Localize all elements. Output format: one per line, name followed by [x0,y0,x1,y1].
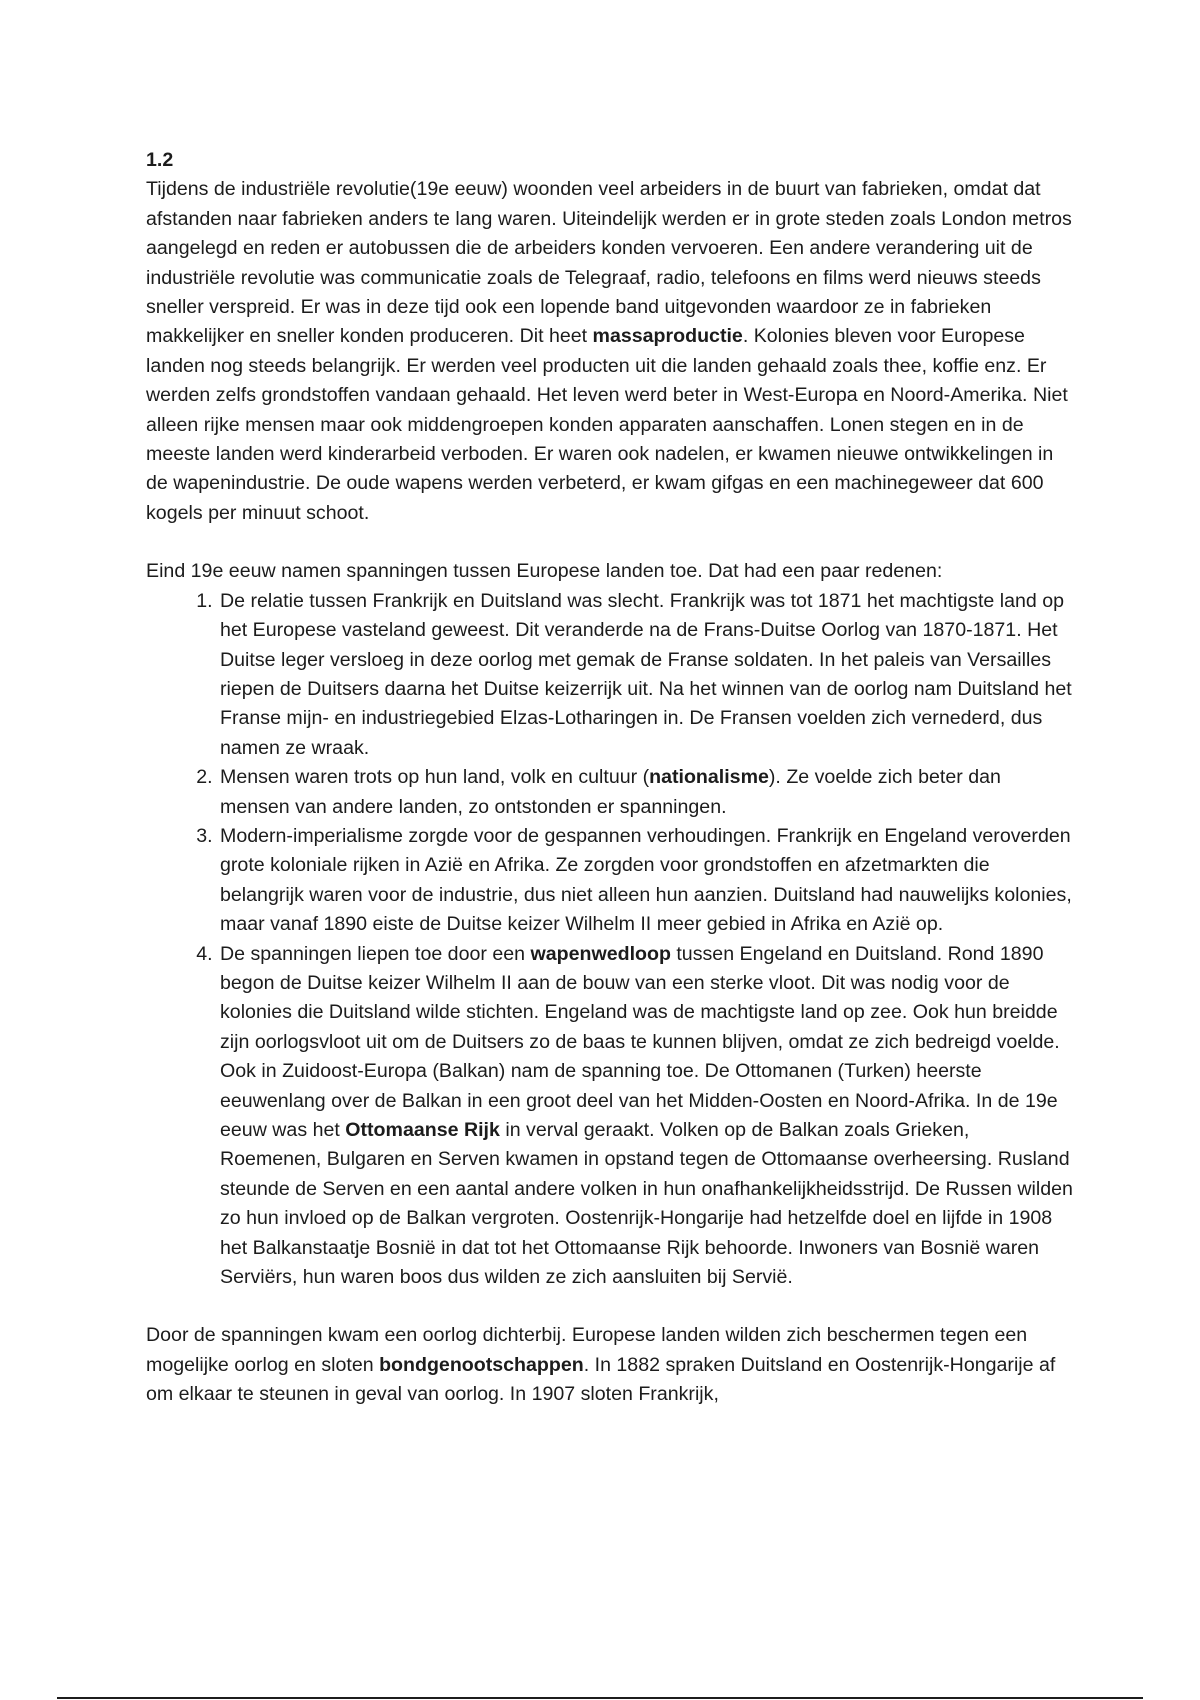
document-page [146,146,1076,1410]
paragraph-industrial-revolution [146,175,1076,528]
paragraph-text: Door de spanningen kwam een oorlog dichterbij. Europese landen wilden zich beschermen tegen een mogelijke oorlog en sloten [146,1324,1028,1376]
bold-term-bondgenootschappen: bondgenootschappen [379,1353,584,1376]
paragraph-spacer [146,528,1076,557]
list-item-nationalism [218,763,1076,822]
list-item-imperialism [218,822,1076,940]
bold-term-wapenwedloop: wapenwedloop [530,942,671,965]
reasons-list [146,587,1076,1293]
list-item-text: tussen Engeland en Duitsland. Rond 1890 begon de Duitse keizer Wilhelm II aan de bouw van een sterke vloot. Dit was nodig voor de kolonies die Duitsland wilde stichten. Engeland was de machtigste land op zee. Ook hun breidde zijn oorlogsvloot uit om de Duitsers zo de baas te kunnen blijven, omdat ze zich bedreigd voelde. Ook in Zuidoost-Europa (Balkan) nam de spanning toe. De Ottomanen (Turken) heerste eeuwenlang over de Balkan in een groot deel van het Midden-Oosten en Noord-Afrika. In de 19e eeuw was het [220,942,1060,1141]
paragraph-tensions-intro: Eind 19e eeuw namen spanningen tussen Europese landen toe. Dat had een paar redenen: [146,560,943,583]
paragraph-text: . Kolonies bleven voor Europese landen nog steeds belangrijk. Er werden veel producten uit die landen gehaald zoals thee, koffie enz. Er werden zelfs grondstoffen vandaan gehaald. Het leven werd beter in West-Europa en Noord-Amerika. Niet alleen rijke mensen maar ook middengroepen konden apparaten aanschaffen. Lonen stegen en in de meeste landen werd kinderarbeid verboden. Er waren ook nadelen, er kwamen nieuwe ontwikkelingen in de wapenindustrie. De oude wapens werden verbeterd, er kwam gifgas en een machinegeweer dat 600 kogels per minuut schoot. [146,325,1068,524]
paragraph-text: . In 1882 spraken Duitsland en Oostenrijk-Hongarije af om elkaar te steunen in geval van oorlog. In 1907 sloten Frankrijk, [146,1353,1056,1406]
list-item-text: ). Ze voelde zich beter dan mensen van andere landen, zo ontstonden er spanningen. [220,766,1001,818]
bold-term-nationalisme: nationalisme [649,766,769,789]
list-item-arms-race [218,940,1076,1293]
section-heading: 1.2 [146,149,174,171]
list-item-france-germany [218,587,1076,763]
list-item-text: De spanningen liepen toe door een [220,942,531,965]
bold-term-massaproductie: massaproductie [592,325,743,348]
list-item-text: De relatie tussen Frankrijk en Duitsland was slecht. Frankrijk was tot 1871 het machtigste land op het Europese vasteland geweest. Dit veranderde na de Frans-Duitse Oorlog van 1870-1871. Het Duitse leger versloeg in deze oorlog met gemak de Franse soldaten. In het paleis van Versailles riepen de Duitsers daarna het Duitse keizerrijk uit. Na het winnen van de oorlog nam Duitsland het Franse mijn- en industriegebied Elzas-Lotharingen in. De Fransen voelden zich vernederd, dus namen ze wraak. [220,589,1072,759]
page-bottom-rule [57,1697,1143,1699]
bold-term-ottomaanse-rijk: Ottomaanse Rijk [345,1119,500,1141]
list-item-text: Mensen waren trots op hun land, volk en cultuur ( [220,766,650,789]
list-item-text: in verval geraakt. Volken op de Balkan zoals Grieken, Roemenen, Bulgaren en Serven kwamen in opstand tegen de Ottomaanse overheersing. Rusland steunde de Serven en een aantal andere volken in hun onafhankelijkheidsstrijd. De Russen wilden zo hun invloed op de Balkan vergroten. Oostenrijk-Hongarije had hetzelfde doel en lijfde in 1908 het Balkanstaatje Bosnië in dat tot het Ottomaanse Rijk behoorde. Inwoners van Bosnië waren Serviërs, hun waren boos dus wilden ze zich aansluiten bij Servië. [220,1119,1073,1289]
list-item-text: Modern-imperialisme zorgde voor de gespannen verhoudingen. Frankrijk en Engeland veroverden grote koloniale rijken in Azië en Afrika. Ze zorgden voor grondstoffen en afzetmarkten die belangrijk waren voor de industrie, dus niet alleen hun aanzien. Duitsland had nauwelijks kolonies, maar vanaf 1890 eiste de Duitse keizer Wilhelm II meer gebied in Afrika en Azië op. [220,824,1072,936]
paragraph-alliances [146,1321,1076,1409]
paragraph-spacer [146,1292,1076,1321]
paragraph-text: Tijdens de industriële revolutie(19e eeuw) woonden veel arbeiders in de buurt van fabrieken, omdat dat afstanden naar fabrieken anders te lang waren. Uiteindelijk werden er in grote steden zoals London metros aangelegd en reden er autobussen die de arbeiders konden vervoeren. Een andere verandering uit de industriële revolutie was communicatie zoals de Telegraaf, radio, telefoons en films werd nieuws steeds sneller verspreid. Er was in deze tijd ook een lopende band uitgevonden waardoor ze in fabrieken makkelijker en sneller konden produceren. Dit heet [146,178,1072,348]
